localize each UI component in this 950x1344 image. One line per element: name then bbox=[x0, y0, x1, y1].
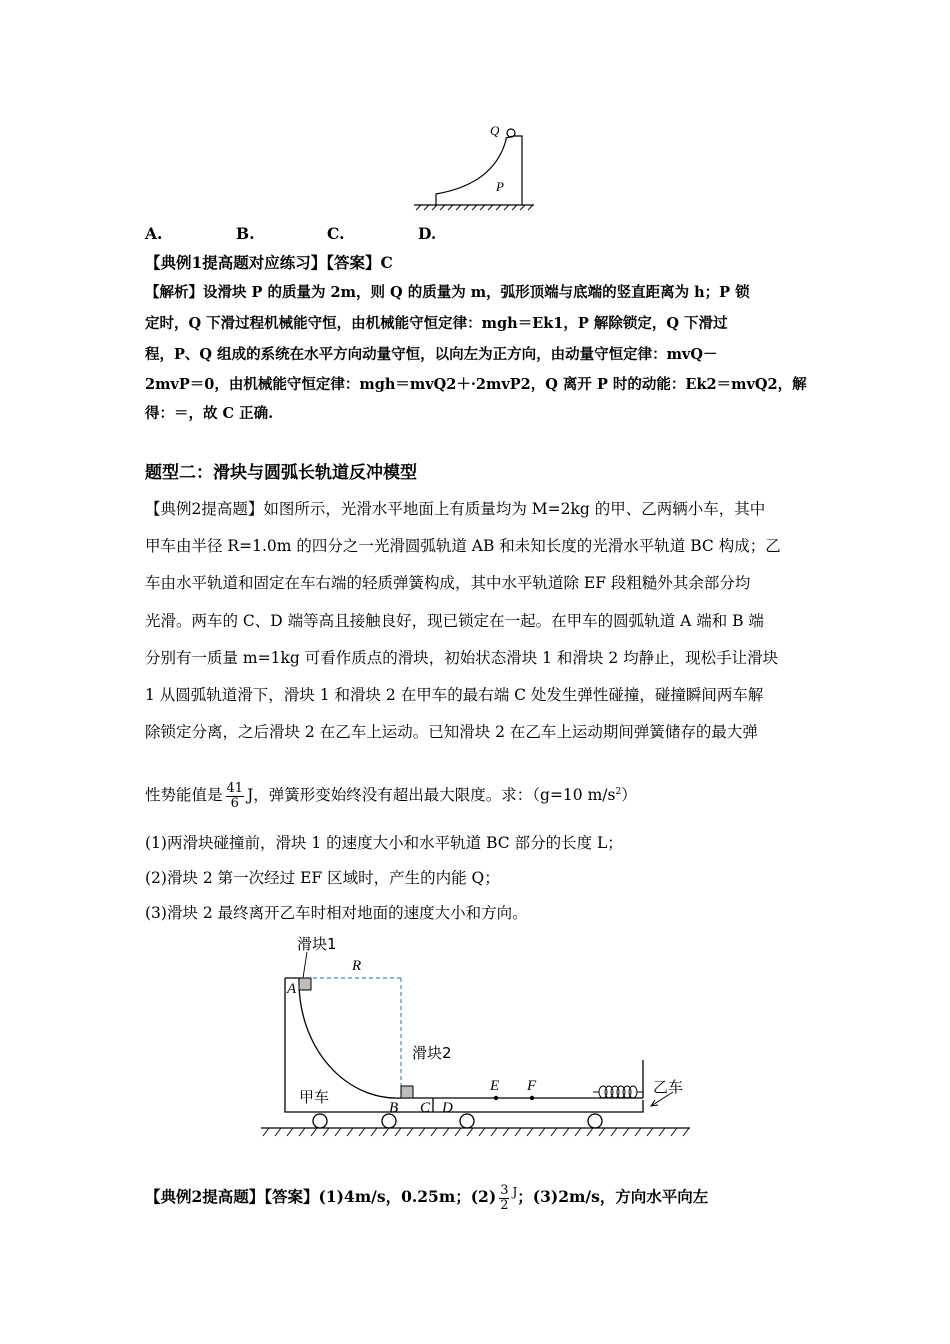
heat-fraction-den: 2 bbox=[500, 1197, 509, 1213]
ex1-analysis-line-1: 【解析】设滑块 P 的质量为 2m，则 Q 的质量为 m，弧形顶端与底端的竖直距离为 h；P 锁 bbox=[145, 284, 750, 301]
question-3: (3)滑块 2 最终离开乙车时相对地面的速度大小和方向。 bbox=[145, 904, 528, 922]
label-d: D bbox=[442, 1100, 453, 1116]
ex2-line-7: 除锁定分离，之后滑块 2 在乙车上运动。已知滑块 2 在乙车上运动期间弹簧储存的最大弹 bbox=[145, 723, 758, 741]
label-car2: 乙车 bbox=[653, 1078, 684, 1096]
ex2-line-4: 光滑。两车的 C、D 端等高且接触良好，现已锁定在一起。在甲车的圆弧轨道 A 端和 B 端 bbox=[145, 612, 764, 630]
option-c: C. bbox=[327, 224, 345, 243]
ex2-line-8 bbox=[145, 772, 637, 815]
ex1-analysis-line-5: 得：＝，故 C 正确. bbox=[145, 405, 274, 422]
ex2-line-6: 1 从圆弧轨道滑下，滑块 1 和滑块 2 在甲车的最右端 C 处发生弹性碰撞，碰撞瞬间两车解 bbox=[145, 686, 764, 704]
ex1-analysis-line-2: 定时，Q 下滑过程机械能守恒，由机械能守恒定律：mgh＝Ek1，P 解除锁定，Q 下滑过 bbox=[145, 315, 728, 332]
ex1-answer-prefix: 【典例1提高题对应练习】【答案】 bbox=[145, 253, 381, 272]
ex1-analysis-line-4: 2mvP＝0，由机械能守恒定律：mgh＝mvQ2＋·2mvP2，Q 离开 P 时的动能：Ek2＝mvQ2，解 bbox=[145, 376, 807, 393]
label-slider1: 滑块1 bbox=[297, 935, 337, 953]
section-title: 题型二：滑块与圆弧长轨道反冲模型 bbox=[145, 463, 417, 483]
label-slider2: 滑块2 bbox=[412, 1044, 452, 1062]
ex2-line-5: 分别有一质量 m=1kg 可看作质点的滑块，初始状态滑块 1 和滑块 2 均静止，现松手让滑块 bbox=[145, 649, 779, 667]
heat-fraction bbox=[499, 1184, 509, 1213]
question-2: (2)滑块 2 第一次经过 EF 区域时，产生的内能 Q； bbox=[145, 869, 500, 887]
ex2-line-8-prefix: 性势能值是 bbox=[145, 786, 223, 805]
label-q: Q bbox=[490, 123, 500, 138]
option-d: D. bbox=[418, 224, 437, 243]
ex2-answer-prefix: 【典例2提高题】【答案】 bbox=[145, 1187, 319, 1206]
label-b: B bbox=[389, 1100, 399, 1116]
ex2-answer bbox=[145, 1172, 708, 1217]
label-r: R bbox=[352, 958, 362, 974]
label-p: P bbox=[496, 179, 504, 194]
option-a: A. bbox=[145, 224, 163, 243]
ex1-answer bbox=[145, 253, 393, 273]
ex1-analysis-line-3: 程，P、Q 组成的系统在水平方向动量守恒，以向左为正方向，由动量守恒定律：mvQ－ bbox=[145, 346, 718, 363]
ex2-line-8-suffix: J，弹簧形变始终没有超出最大限度。求：（g=10 m/s bbox=[247, 786, 616, 805]
ex2-line-1: 【典例2提高题】如图所示，光滑水平地面上有质量均为 M=2kg 的甲、乙两辆小车，其中 bbox=[145, 500, 766, 518]
energy-fraction-den: 6 bbox=[230, 795, 239, 811]
ex1-answer-value: C bbox=[380, 253, 393, 272]
label-a: A bbox=[287, 981, 297, 997]
label-car1: 甲车 bbox=[299, 1088, 330, 1106]
heat-fraction-num: 3 bbox=[500, 1182, 509, 1198]
label-c: C bbox=[420, 1100, 431, 1116]
ex2-line-3: 车由水平轨道和固定在车右端的轻质弹簧构成，其中水平轨道除 EF 段粗糙外其余部分均 bbox=[145, 574, 751, 592]
options-row bbox=[145, 224, 162, 244]
label-e: E bbox=[490, 1078, 500, 1094]
carts-figure bbox=[255, 930, 700, 1145]
option-b: B. bbox=[236, 224, 255, 243]
ex2-answer-part-3: ；(3)2m/s，方向水平向左 bbox=[517, 1187, 709, 1206]
ex2-answer-part-1: (1)4m/s，0.25m；(2) bbox=[318, 1187, 497, 1206]
ex2-line-8-sup: 2 bbox=[615, 787, 622, 797]
ramp-figure bbox=[410, 120, 540, 212]
ex2-line-2: 甲车由半径 R=1.0m 的四分之一光滑圆弧轨道 AB 和未知长度的光滑水平轨道 BC 构成；乙 bbox=[145, 537, 781, 555]
label-f: F bbox=[527, 1078, 537, 1094]
energy-fraction-num: 41 bbox=[226, 780, 244, 796]
energy-fraction bbox=[226, 782, 245, 811]
question-1: (1)两滑块碰撞前，滑块 1 的速度大小和水平轨道 BC 部分的长度 L； bbox=[145, 834, 623, 852]
heat-unit: J bbox=[512, 1185, 518, 1199]
ex2-line-8-end: ） bbox=[621, 786, 637, 805]
